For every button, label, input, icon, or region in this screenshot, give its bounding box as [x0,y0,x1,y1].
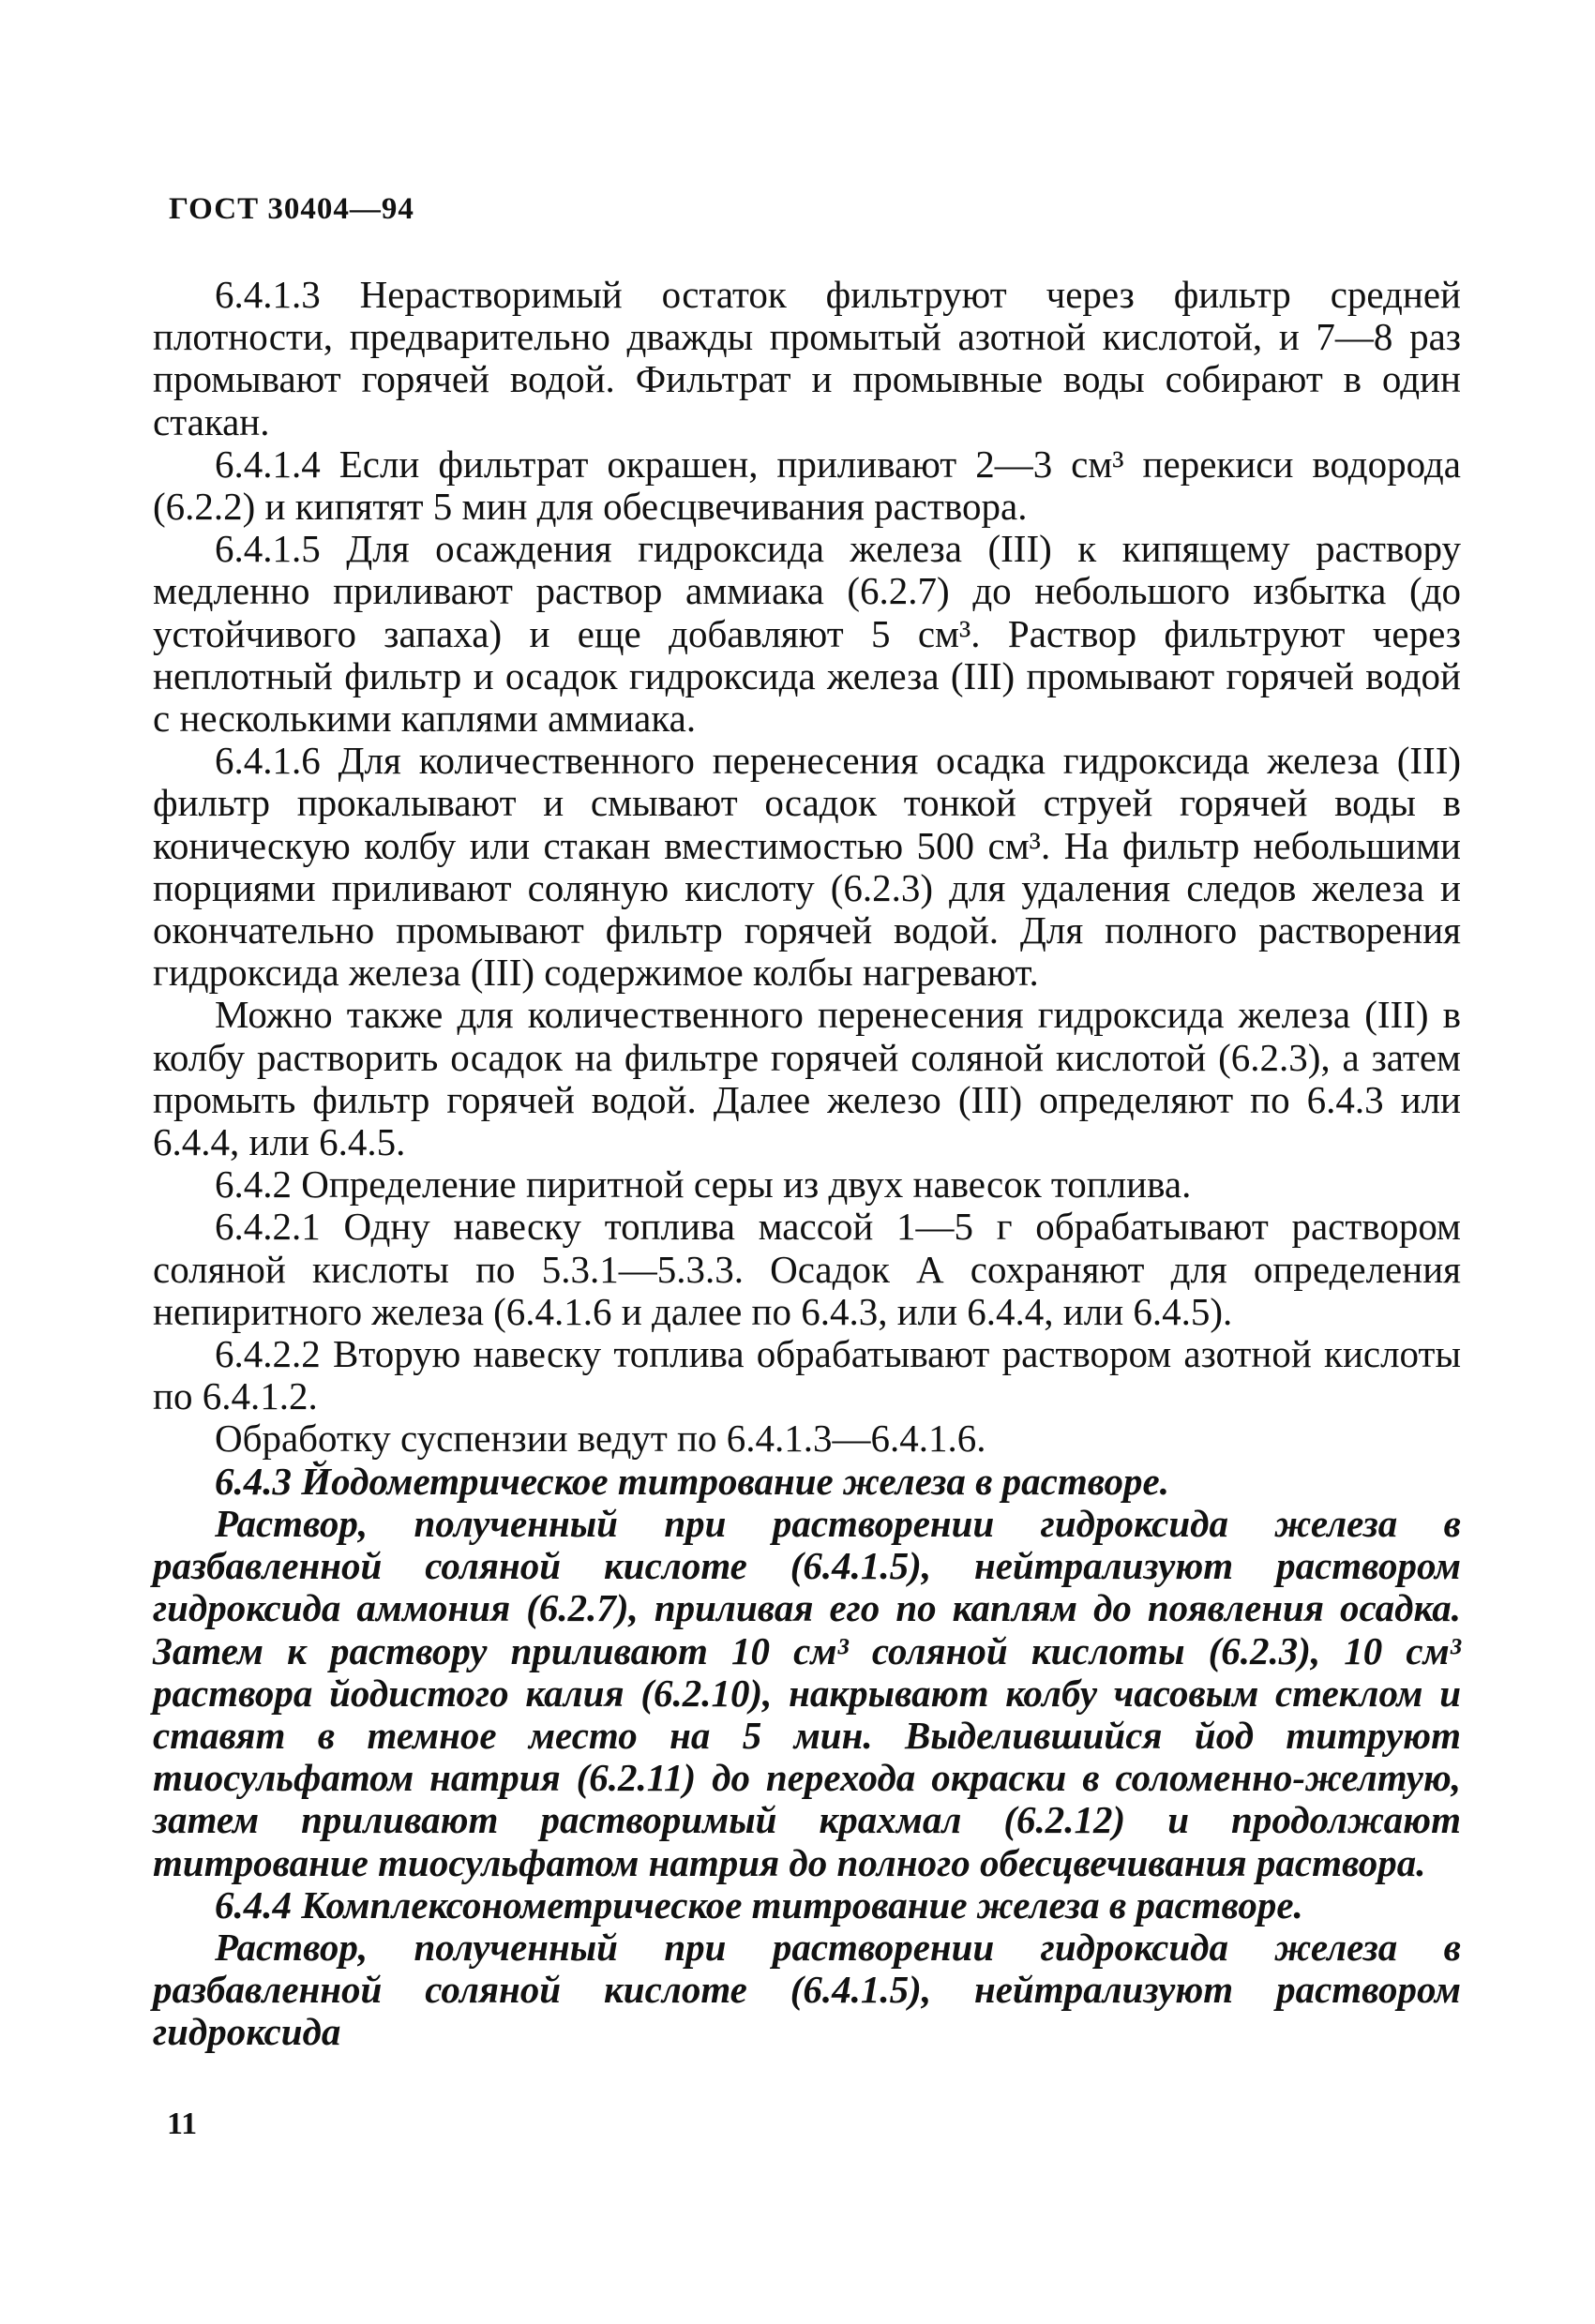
paragraph-6-4-1-3: 6.4.1.3 Нерастворимый остаток фильтруют через фильтр средней плотности, предварительно дважды промытый азотной кислотой, и 7—8 раз промывают горячей водой. Фильтрат и промывные воды собирают в один стакан. [153,273,1461,443]
paragraph-6-4-1-4: 6.4.1.4 Если фильтрат окрашен, приливают 2—3 см³ перекиси водорода (6.2.2) и кипятят 5 мин для обесцвечивания раствора. [153,442,1461,529]
page-header-doc-code: ГОСТ 30404—94 [169,192,414,226]
paragraph-6-4-1-5: 6.4.1.5 Для осаждения гидроксида железа (III) к кипящему раствору медленно приливают раствор аммиака (6.2.7) до небольшого избытка (до устойчивого запаха) и еще добавляют 5 см³. Раствор фильтруют через неплотный фильтр и осадок гидроксида железа (III) промывают горячей водой с несколькими каплями аммиака. [153,527,1461,741]
page-number: 11 [167,2107,198,2141]
paragraph-6-4-2: 6.4.2 Определение пиритной серы из двух навесок топлива. [215,1162,1192,1207]
paragraph-6-4-1-6: 6.4.1.6 Для количественного перенесения осадка гидроксида железа (III) фильтр прокалывают и смывают осадок тонкой струей горячей воды в коническую колбу или стакан вместимостью 500 см³. На фильтр небольшими порциями приливают соляную кислоту (6.2.3) для удаления следов железа и окончательно промывают фильтр горячей водой. Для полного растворения гидроксида железа (III) содержимое колбы нагревают. [153,739,1461,995]
paragraph-alternative-method: Можно также для количественного перенесения гидроксида железа (III) в колбу растворить осадок на фильтре горячей соляной кислотой (6.2.3), а затем промыть фильтр горячей водой. Далее железо (III) определяют по 6.4.3 или 6.4.4, или 6.4.5. [153,993,1461,1164]
paragraph-iodometric-procedure: Раствор, полученный при растворении гидроксида железа в разбавленной соляной кислоте (6.4.1.5), нейтрализуют раствором гидроксида аммония (6.2.7), приливая его по каплям до появления осадка. Затем к раствору приливают 10 см³ соляной кислоты (6.2.3), 10 см³ раствора йодистого калия (6.2.10), накрывают колбу часовым стеклом и ставят в темное место на 5 мин. Выделившийся йод титруют тиосульфатом натрия (6.2.11) до перехода окраски в соломенно-желтую, затем приливают растворимый крахмал (6.2.12) и продолжают титрование тиосульфатом натрия до полного обесцвечивания раствора. [153,1501,1461,1884]
section-heading-6-4-3: 6.4.3 Йодометрическое титрование железа в растворе. [215,1459,1169,1503]
paragraph-suspension-treatment: Обработку суспензии ведут по 6.4.1.3—6.4.1.6. [215,1417,986,1461]
paragraph-6-4-2-1: 6.4.2.1 Одну навеску топлива массой 1—5 г обрабатывают раствором соляной кислоты по 5.3.1—5.3.3. Осадок А сохраняют для определения непиритного железа (6.4.1.6 и далее по 6.4.3, или 6.4.4, или 6.4.5). [153,1205,1461,1333]
section-heading-6-4-4: 6.4.4 Комплексонометрическое титрование железа в растворе. [215,1882,1303,1927]
document-body [153,274,1461,2054]
paragraph-complexometric-procedure: Раствор, полученный при растворении гидроксида железа в разбавленной соляной кислоте (6.4.1.5), нейтрализуют раствором гидроксида [153,1925,1461,2054]
paragraph-6-4-2-2: 6.4.2.2 Вторую навеску топлива обрабатывают раствором азотной кислоты по 6.4.1.2. [153,1332,1461,1418]
